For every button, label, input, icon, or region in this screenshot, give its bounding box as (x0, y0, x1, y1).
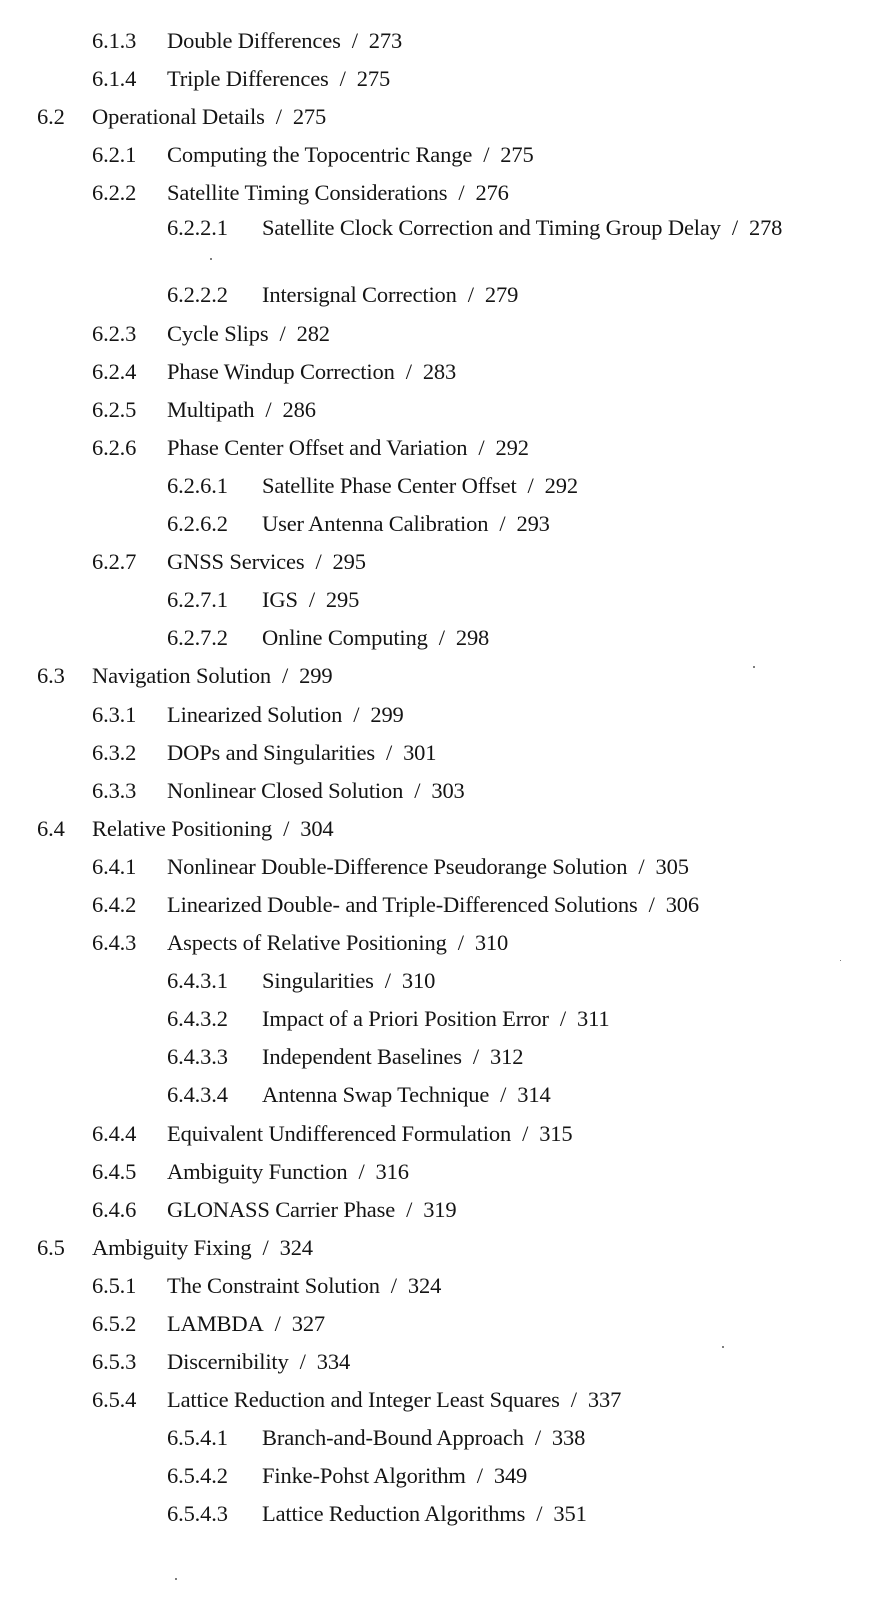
page-separator: / (476, 1463, 483, 1489)
section-title-text: Branch-and-Bound Approach (262, 1425, 524, 1451)
page-number: 304 (300, 815, 334, 841)
section-title (262, 1457, 802, 1495)
page-number: 292 (544, 472, 578, 498)
toc-entry (0, 1305, 891, 1343)
section-title (167, 391, 316, 429)
toc-entry (0, 848, 891, 886)
page-separator: / (384, 968, 391, 994)
section-title-text: Equivalent Undifferenced Formulation (167, 1120, 512, 1146)
page-separator: / (274, 1311, 281, 1336)
page-number: 327 (291, 1311, 326, 1336)
page-number: 275 (292, 104, 327, 130)
toc-entry (0, 657, 891, 695)
section-number: 6.4.1 (92, 853, 137, 879)
page-separator: / (478, 434, 485, 460)
toc-entry (0, 772, 891, 810)
page-number: 273 (368, 28, 403, 53)
section-number: 6.5.4.2 (167, 1463, 228, 1489)
section-number: 6.2.1 (92, 142, 137, 168)
section-title (262, 505, 802, 543)
page-number: 283 (422, 358, 457, 384)
section-title (262, 276, 802, 314)
section-title (262, 212, 802, 244)
section-title-text: Antenna Swap Technique (262, 1082, 490, 1108)
section-number: 6.4.3.2 (167, 1006, 228, 1032)
page-number: 278 (748, 215, 783, 241)
section-title-text: Finke-Pohst Algorithm (262, 1463, 466, 1489)
toc-entry (0, 505, 891, 543)
page-separator: / (275, 104, 282, 130)
scan-speck (175, 1578, 177, 1580)
section-title-text: Double Differences (167, 28, 341, 53)
section-title-text: Multipath (167, 396, 255, 422)
page-separator: / (279, 320, 286, 346)
section-number: 6.5.4 (92, 1387, 137, 1413)
section-title (167, 886, 699, 924)
page-number: 311 (576, 1006, 610, 1032)
section-number: 6.5.2 (92, 1311, 137, 1336)
section-number: 6.4.3.1 (167, 968, 228, 994)
section-title-text: Nonlinear Closed Solution (167, 777, 404, 803)
section-title-text: Navigation Solution (92, 663, 272, 689)
section-number: 6.2.6.2 (167, 511, 228, 537)
section-title (167, 1381, 621, 1419)
page-separator: / (390, 1272, 397, 1298)
section-number: 6.3.2 (92, 739, 137, 765)
toc-entry (0, 734, 891, 772)
page-number: 306 (665, 891, 699, 917)
scan-speck (722, 1346, 724, 1348)
page-number: 310 (474, 930, 509, 956)
toc-entry (0, 174, 891, 212)
section-title-text: Operational Details (92, 104, 265, 130)
section-title (262, 962, 802, 1000)
section-number: 6.5 (37, 1234, 65, 1260)
section-title (262, 467, 802, 505)
page-separator: / (385, 739, 393, 765)
section-title (167, 1153, 409, 1191)
section-title (262, 619, 802, 657)
section-number: 6.2.6.1 (167, 472, 228, 498)
section-title-text: GLONASS Carrier Phase (167, 1196, 396, 1222)
page-separator: / (283, 815, 290, 841)
page-number: 314 (517, 1082, 551, 1108)
toc-entry (0, 1419, 891, 1457)
page-number: 298 (455, 625, 490, 651)
page-number: 275 (356, 66, 391, 92)
section-title-text: Intersignal Correction (262, 282, 457, 308)
toc-entry (0, 543, 891, 581)
page-number: 299 (370, 701, 404, 727)
section-title (92, 1229, 313, 1267)
toc-entry (0, 212, 891, 276)
section-number: 6.2.7.1 (167, 587, 228, 613)
section-title (167, 429, 529, 467)
page-separator: / (499, 511, 506, 537)
section-title-text: Lattice Reduction and Integer Least Squares (167, 1387, 560, 1413)
page-separator: / (570, 1387, 577, 1413)
toc-entry (0, 1191, 891, 1229)
page-number: 275 (500, 142, 534, 168)
section-number: 6.2.4 (92, 358, 137, 384)
page-number: 282 (296, 320, 330, 346)
section-number: 6.2.7.2 (167, 625, 228, 651)
toc-entry (0, 1153, 891, 1191)
toc-entry (0, 429, 891, 467)
section-title-text: Triple Differences (167, 66, 329, 92)
section-title-text: Linearized Double- and Triple-Differenced Solutions (167, 891, 638, 917)
toc-entry (0, 276, 891, 314)
page-number: 303 (431, 777, 465, 803)
page-number: 276 (475, 180, 509, 206)
page-separator: / (527, 472, 534, 498)
page-separator: / (559, 1006, 566, 1032)
section-title-text: Linearized Solution (167, 701, 343, 727)
page-separator: / (458, 180, 465, 206)
page-separator: / (406, 1196, 413, 1222)
section-number: 6.5.1 (92, 1272, 137, 1298)
page-number: 301 (403, 739, 437, 765)
page-separator: / (483, 142, 490, 168)
page-separator: / (731, 215, 738, 241)
section-title-text: Satellite Timing Considerations (167, 180, 448, 206)
page-number: 305 (655, 853, 689, 879)
section-number: 6.1.4 (92, 66, 137, 92)
section-number: 6.4.2 (92, 891, 137, 917)
page-separator: / (353, 701, 360, 727)
page-number: 295 (332, 549, 366, 575)
section-title-text: User Antenna Calibration (262, 511, 489, 537)
section-title (262, 1000, 802, 1038)
page-number: 324 (279, 1234, 313, 1260)
section-number: 6.3.1 (92, 701, 137, 727)
page-number: 293 (516, 511, 550, 537)
page-number: 316 (375, 1158, 409, 1184)
section-number: 6.4.5 (92, 1158, 137, 1184)
page-separator: / (405, 358, 412, 384)
section-number: 6.2.3 (92, 320, 137, 346)
page-number: 324 (407, 1272, 442, 1298)
section-number: 6.2.2.1 (167, 215, 228, 241)
section-title-text: Impact of a Priori Position Error (262, 1006, 549, 1032)
section-title-text: Discernibility (167, 1349, 289, 1375)
section-number: 6.4.4 (92, 1120, 137, 1146)
section-title (262, 1038, 802, 1076)
toc-entry (0, 696, 891, 734)
page-separator: / (282, 663, 289, 689)
toc-entry (0, 619, 891, 657)
section-title-text: IGS (262, 587, 298, 613)
section-number: 6.4.3.3 (167, 1044, 228, 1070)
section-number: 6.3 (37, 663, 65, 689)
section-title-text: Phase Center Offset and Variation (167, 434, 468, 460)
section-number: 6.4 (37, 815, 65, 841)
section-title (167, 136, 534, 174)
section-title (167, 60, 390, 98)
section-title (167, 734, 436, 772)
toc-entry (0, 1076, 891, 1114)
page-number: 319 (423, 1196, 457, 1222)
section-number: 6.2.7 (92, 549, 137, 575)
toc-entry (0, 1115, 891, 1153)
page-separator: / (648, 891, 655, 917)
scan-speck (840, 960, 841, 961)
page-number: 286 (282, 396, 316, 422)
page-number: 295 (325, 587, 360, 613)
page-separator: / (472, 1044, 480, 1070)
section-number: 6.2.2 (92, 180, 137, 206)
section-title (167, 924, 508, 962)
page-number: 312 (490, 1044, 524, 1070)
page-number: 299 (299, 663, 333, 689)
page-separator: / (315, 549, 322, 575)
section-number: 6.1.3 (92, 28, 137, 53)
toc-entry (0, 1343, 891, 1381)
page-separator: / (262, 1234, 269, 1260)
toc-entry (0, 962, 891, 1000)
page-number: 279 (484, 282, 519, 308)
toc-entry (0, 1457, 891, 1495)
toc-entry (0, 1267, 891, 1305)
section-number: 6.2.2.2 (167, 282, 228, 308)
toc-entry (0, 924, 891, 962)
page-separator: / (536, 1501, 543, 1527)
toc-entry (0, 1381, 891, 1419)
toc-entry (0, 22, 891, 60)
page-separator: / (414, 777, 421, 803)
toc-entry (0, 60, 891, 98)
section-title (262, 1419, 802, 1457)
toc-entry (0, 98, 891, 136)
toc-entry (0, 315, 891, 353)
page-separator: / (308, 587, 315, 613)
page-separator: / (358, 1158, 365, 1184)
section-title (167, 1267, 441, 1305)
section-title-text: Nonlinear Double-Difference Pseudorange Solution (167, 853, 628, 879)
section-title (92, 810, 334, 848)
section-title-text: GNSS Services (167, 549, 305, 575)
section-title (167, 1305, 325, 1343)
section-number: 6.4.6 (92, 1196, 137, 1222)
toc-entry (0, 1000, 891, 1038)
page-number: 338 (551, 1425, 586, 1451)
section-title (262, 1495, 802, 1533)
section-title-text: Singularities (262, 968, 374, 994)
page-number: 334 (316, 1349, 351, 1375)
toc-entry (0, 581, 891, 619)
section-number: 6.2.5 (92, 396, 137, 422)
page-separator: / (522, 1120, 529, 1146)
section-number: 6.5.3 (92, 1349, 137, 1375)
section-title-text: Computing the Topocentric Range (167, 142, 473, 168)
section-title-text: Satellite Phase Center Offset (262, 472, 517, 498)
page-separator: / (457, 930, 464, 956)
section-title (167, 772, 465, 810)
page-separator: / (500, 1082, 507, 1108)
toc-entry (0, 886, 891, 924)
toc-entry (0, 391, 891, 429)
toc-entry (0, 353, 891, 391)
section-title-text: Relative Positioning (92, 815, 273, 841)
section-title-text: Online Computing (262, 625, 428, 651)
page-number: 310 (401, 968, 436, 994)
section-title-text: Phase Windup Correction (167, 358, 395, 384)
page-separator: / (438, 625, 445, 651)
section-title-text: Cycle Slips (167, 320, 269, 346)
toc-entry (0, 1229, 891, 1267)
section-number: 6.2 (37, 104, 65, 130)
section-title-text: Lattice Reduction Algorithms (262, 1501, 526, 1527)
section-number: 6.4.3.4 (167, 1082, 228, 1108)
section-title (167, 315, 330, 353)
section-title (167, 353, 456, 391)
page-separator: / (265, 396, 272, 422)
section-number: 6.4.3 (92, 930, 137, 956)
toc-entry (0, 1038, 891, 1076)
section-title-text: LAMBDA (167, 1311, 264, 1336)
page-separator: / (467, 282, 474, 308)
section-title (167, 174, 509, 212)
table-of-contents (0, 22, 891, 1534)
section-title (167, 848, 689, 886)
section-title (262, 1076, 802, 1114)
section-title-text: Ambiguity Function (167, 1158, 348, 1184)
page-number: 292 (495, 434, 529, 460)
section-title (92, 98, 326, 136)
page-separator: / (638, 853, 645, 879)
page-number: 349 (493, 1463, 528, 1489)
section-title-text: Satellite Clock Correction and Timing Group Delay (262, 215, 721, 241)
section-number: 6.3.3 (92, 777, 137, 803)
section-number: 6.5.4.3 (167, 1501, 228, 1527)
section-number: 6.5.4.1 (167, 1425, 228, 1451)
section-title-text: The Constraint Solution (167, 1272, 380, 1298)
page-number: 351 (553, 1501, 587, 1527)
section-title-text: Independent Baselines (262, 1044, 462, 1070)
section-title (92, 657, 332, 695)
page-number: 315 (539, 1120, 573, 1146)
section-title (167, 1343, 350, 1381)
scan-speck (753, 666, 755, 668)
page-separator: / (351, 28, 358, 53)
scan-speck (210, 258, 212, 260)
toc-entry (0, 810, 891, 848)
section-title (262, 581, 802, 619)
page-number: 337 (587, 1387, 622, 1413)
section-title (167, 1191, 457, 1229)
page-separator: / (339, 66, 346, 92)
section-title (167, 696, 404, 734)
section-title-text: Aspects of Relative Positioning (167, 930, 447, 956)
page-separator: / (299, 1349, 306, 1375)
section-title-text: Ambiguity Fixing (92, 1234, 252, 1260)
section-title (167, 22, 402, 60)
toc-entry (0, 1495, 891, 1533)
page-separator: / (534, 1425, 541, 1451)
section-number: 6.2.6 (92, 434, 137, 460)
toc-entry (0, 467, 891, 505)
section-title (167, 543, 366, 581)
section-title (167, 1115, 573, 1153)
section-title-text: DOPs and Singularities (167, 739, 375, 765)
toc-entry (0, 136, 891, 174)
